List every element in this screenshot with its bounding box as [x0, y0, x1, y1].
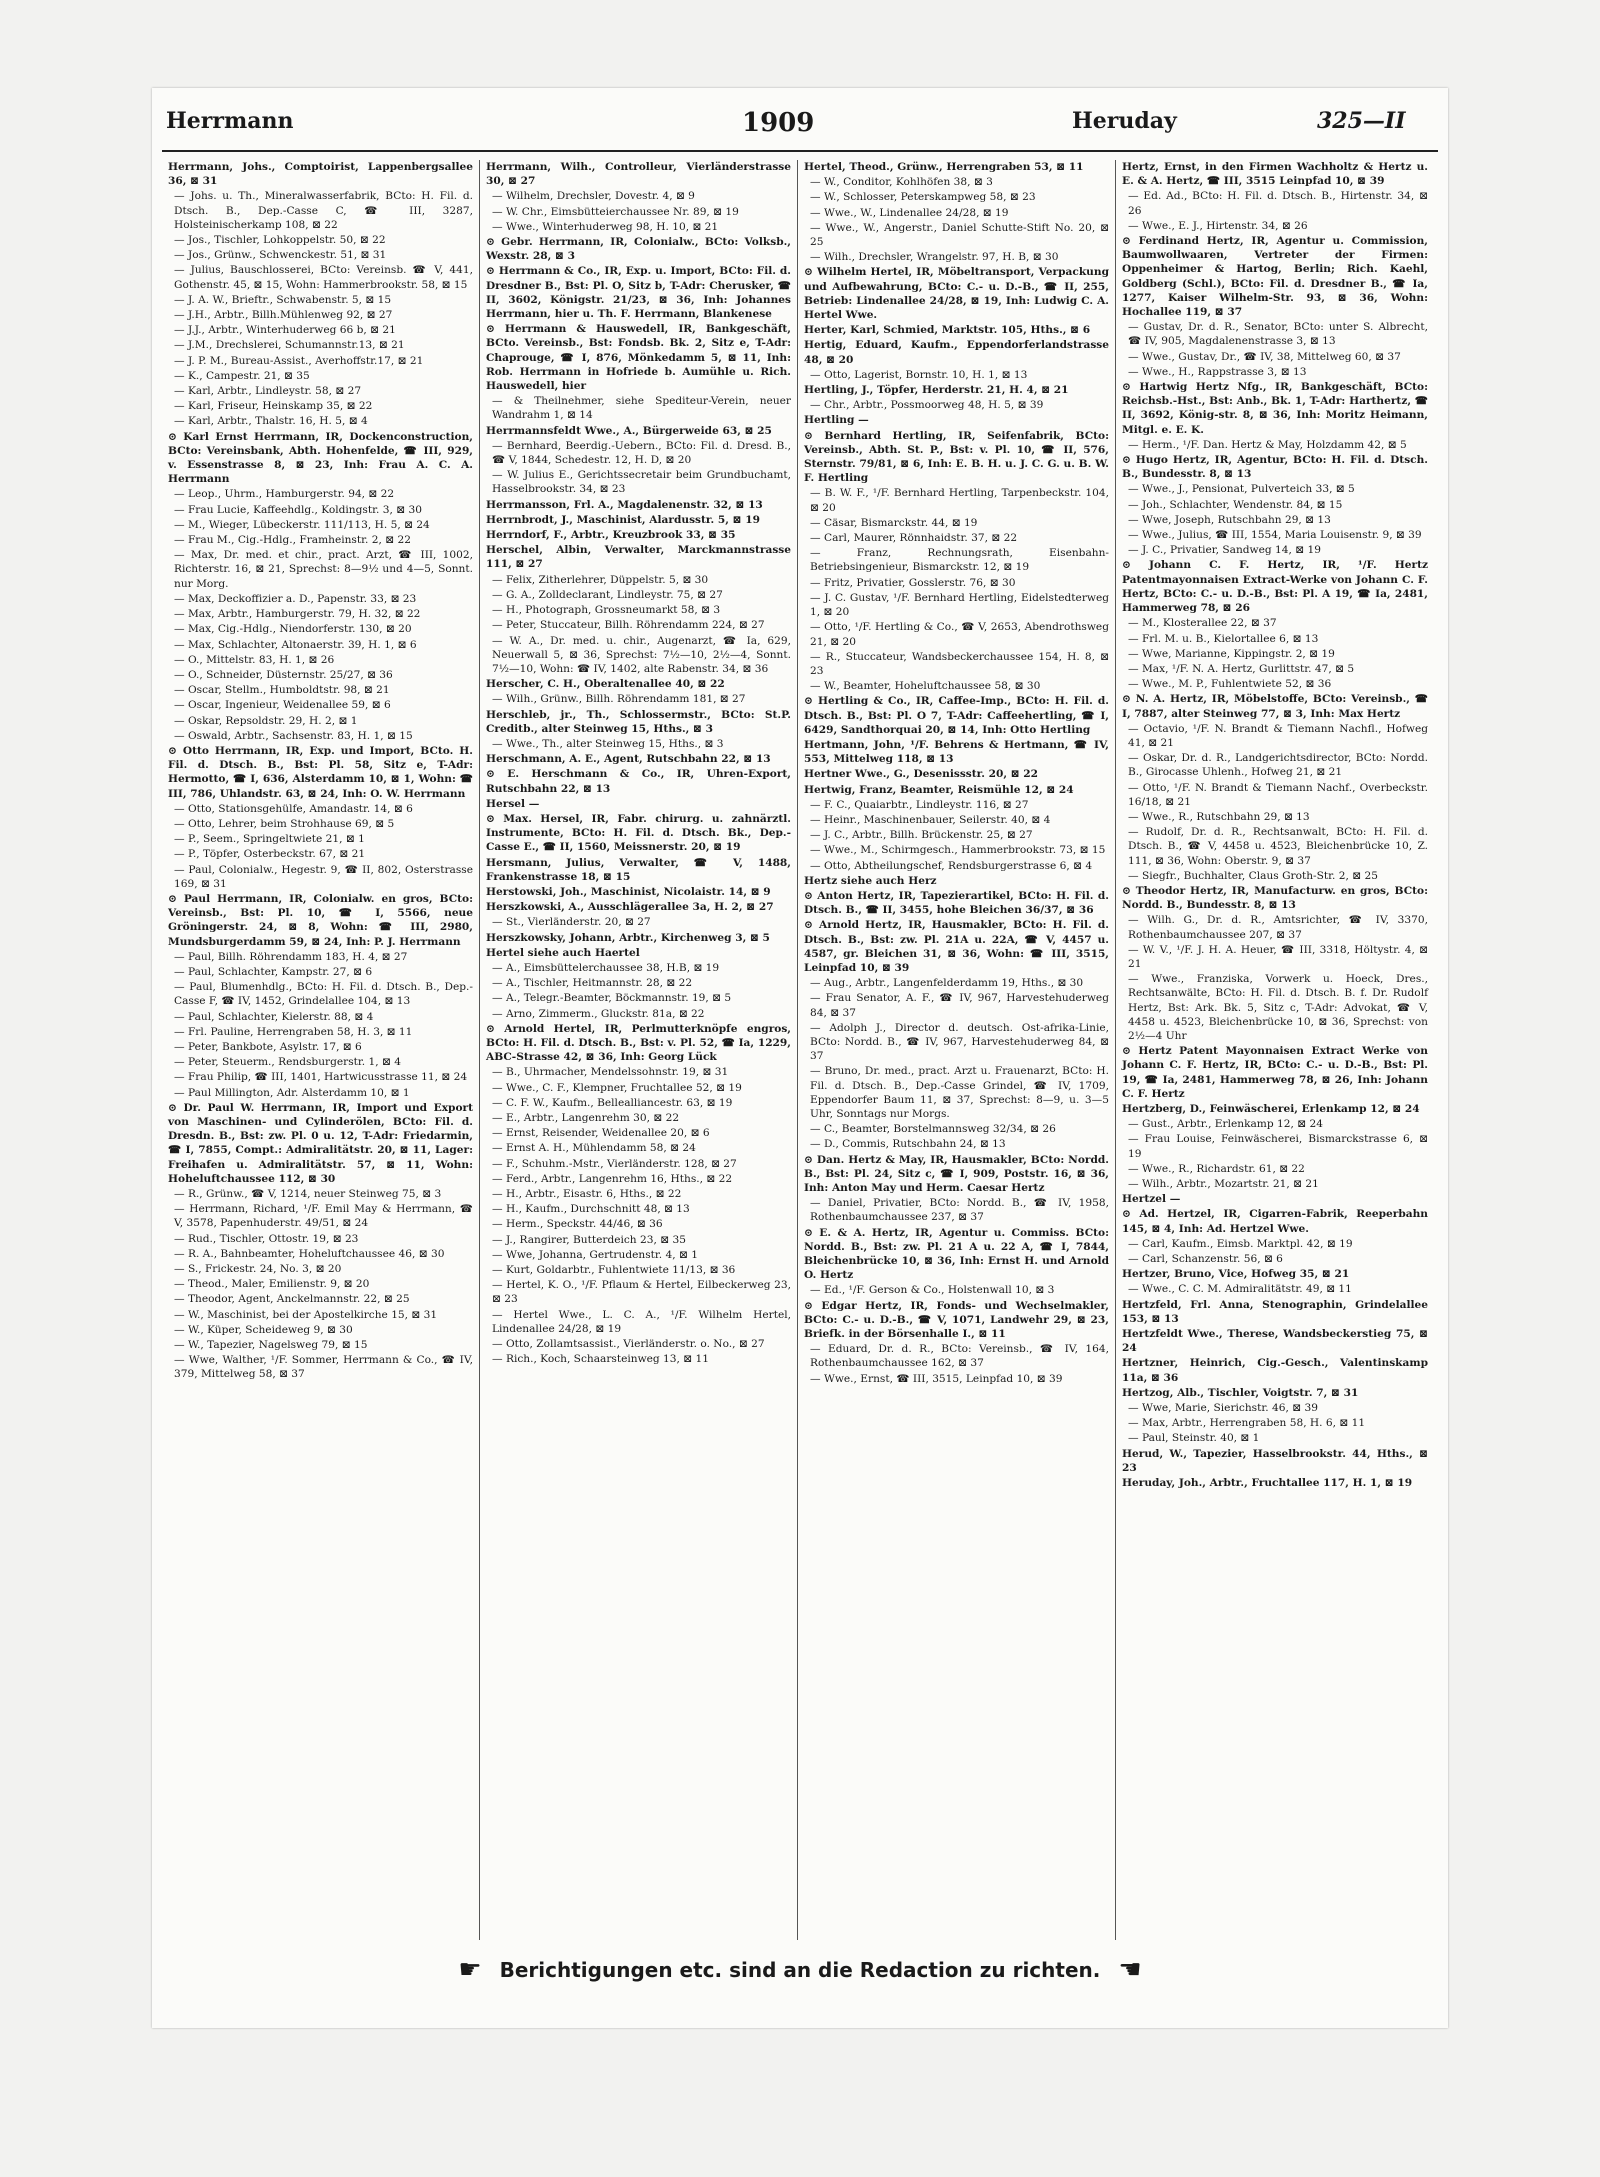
directory-entry: — Max, Dr. med. et chir., pract. Arzt, ☎ III, 1002, Richterstr. 16, ⊠ 21, Sprechst: 8—9½ und 4—5, Sonnt. nur Morg.: [174, 549, 473, 590]
header-first-name: Herrmann: [166, 108, 294, 134]
directory-entry: — Julius, Bauschlosserei, BCto: Vereinsb. ☎ V, 441, Gothenstr. 45, ⊠ 15, Wohn: Hammerbrookstr. 58, ⊠ 15: [174, 264, 473, 291]
directory-entry: ⊙ Edgar Hertz, IR, Fonds- und Wechselmakler, BCto: C.- u. D.-B., ☎ V, 1071, Landwehr 29, ⊠ 23, Briefk. in der Börsenhalle I., ⊠ 11: [804, 1299, 1109, 1341]
directory-entry: — Max, Deckoffizier a. D., Papenstr. 33, ⊠ 23: [174, 592, 417, 605]
directory-entry: Hertzer, Bruno, Vice, Hofweg 35, ⊠ 21: [1122, 1268, 1350, 1281]
directory-entry: — Hertel, K. O., ¹/F. Pflaum & Hertel, Eilbeckerweg 23, ⊠ 23: [492, 1279, 791, 1306]
column-4: [1116, 160, 1434, 1940]
directory-entry: — Jos., Tischler, Lohkoppelstr. 50, ⊠ 22: [174, 234, 386, 247]
directory-entry: — Frl. M. u. B., Kielortallee 6, ⊠ 13: [1128, 632, 1319, 645]
directory-entry: — Jos., Grünw., Schwenckestr. 51, ⊠ 31: [174, 249, 387, 262]
directory-entry: — Bernhard, Beerdig.-Uebern., BCto: Fil. d. Dresd. B., ☎ V, 1844, Schedestr. 12, H. D, ⊠ 20: [492, 439, 791, 467]
directory-entry: Herrnbrodt, J., Maschinist, Alardusstr. 5, ⊠ 19: [486, 513, 760, 526]
directory-entry: — Otto, Lehrer, beim Strohhause 69, ⊠ 5: [174, 817, 395, 830]
directory-entry: — Max, ¹/F. N. A. Hertz, Gurlittstr. 47, ⊠ 5: [1128, 662, 1355, 675]
directory-entry: — Frau Senator, A. F., ☎ IV, 967, Harvestehuderweg 84, ⊠ 37: [810, 992, 1109, 1019]
directory-entry: — C. F. W., Kaufm., Bellealliancestr. 63, ⊠ 19: [492, 1096, 733, 1109]
directory-entry: — Wwe., Franziska, Vorwerk u. Hoeck, Dres., Rechtsanwälte, BCto: H. Fil. d. Dtsch. B. f. Dr. Rudolf Hertz, Bst: Ark. Bk. 5, Sitz c, T-Adr: Advokat, ☎ V, 4458 u. 4523, Bleichenbrücke 10, ⊠ 36, Sprechst: von 2½—4 Uhr: [1128, 973, 1428, 1042]
directory-entry: ⊙ Arnold Hertel, IR, Perlmutterknöpfe engros, BCto: H. Fil. d. Dtsch. B., Bst: v. Pl. 52, ☎ Ia, 1229, ABC-Strasse 42, ⊠ 36, Inh: Georg Lück: [486, 1022, 791, 1064]
directory-entry: — B. W. F., ¹/F. Bernhard Hertling, Tarpenbeckstr. 104, ⊠ 20: [810, 487, 1109, 514]
directory-entry: — Otto, Zollamtsassist., Vierländerstr. o. No., ⊠ 27: [492, 1338, 765, 1351]
directory-entry: ⊙ Arnold Hertz, IR, Hausmakler, BCto: H. Fil. d. Dtsch. B., Bst: zw. Pl. 21A u. 22A, ☎ V, 4457 u. 4587, gr. Bleichen 31, ⊠ 36, Wohn: ☎ III, 3515, Leinpfad 10, ⊠ 39: [804, 919, 1109, 974]
column-1: [162, 160, 480, 1940]
directory-entry: — O., Mittelstr. 83, H. 1, ⊠ 26: [174, 653, 335, 666]
directory-entry: — Paul, Schlachter, Kampstr. 27, ⊠ 6: [174, 965, 373, 978]
directory-entry: ⊙ Otto Herrmann, IR, Exp. und Import, BCto. H. Fil. d. Dtsch. B., Bst: Pl. 58, Sitz e, T-Adr: Hermotto, ☎ I, 636, Alsterdamm 10, ⊠ 1, Wohn: ☎ III, 786, Uhlandstr. 63, ⊠ 24, Inh: O. W. Herrmann: [168, 744, 473, 800]
directory-entry: — A., Tischler, Heitmannstr. 28, ⊠ 22: [492, 977, 693, 990]
directory-entry: — Wilh. G., Dr. d. R., Amtsrichter, ☎ IV, 3370, Rothenbaumchaussee 207, ⊠ 37: [1128, 914, 1428, 941]
directory-entry: — Wwe., W., Lindenallee 24/28, ⊠ 19: [810, 206, 1009, 219]
directory-entry: Herrmann, Wilh., Controlleur, Vierländerstrasse 30, ⊠ 27: [486, 161, 791, 188]
directory-entry: — Wwe., M. P., Fuhlentwiete 52, ⊠ 36: [1128, 678, 1332, 691]
directory-entry: — Ed. Ad., BCto: H. Fil. d. Dtsch. B., Hirtenstr. 34, ⊠ 26: [1128, 190, 1428, 217]
directory-entry: — St., Vierländerstr. 20, ⊠ 27: [492, 916, 651, 929]
directory-entry: Herszkowsky, Johann, Arbtr., Kirchenweg 3, ⊠ 5: [486, 931, 770, 944]
directory-entry: Hertzel —: [1122, 1193, 1181, 1206]
directory-entry: — J. C., Arbtr., Billh. Brückenstr. 25, ⊠ 27: [810, 829, 1033, 842]
directory-entry: ⊙ Hertz Patent Mayonnaisen Extract Werke von Johann C. F. Hertz, IR, BCto: C.- u. D.-B., Bst: Pl. 19, ☎ Ia, 2481, Hammerweg 78, ⊠ 26, Inh: Johann C. F. Hertz: [1122, 1045, 1428, 1100]
directory-entry: — Wwe., H., Rappstrasse 3, ⊠ 13: [1128, 365, 1307, 378]
directory-entry: — Wwe., C. C. M. Admiralitätstr. 49, ⊠ 11: [1128, 1283, 1352, 1296]
directory-entry: — Octavio, ¹/F. N. Brandt & Tiemann Nachfl., Hofweg 41, ⊠ 21: [1128, 722, 1428, 749]
directory-entry: — Ed., ¹/F. Gerson & Co., Holstenwall 10, ⊠ 3: [810, 1284, 1055, 1297]
directory-entry: — Kurt, Goldarbtr., Fuhlentwiete 11/13, ⊠ 36: [492, 1264, 736, 1277]
directory-entry: — Wwe., W., Angerstr., Daniel Schutte-Stift No. 20, ⊠ 25: [810, 221, 1109, 249]
directory-entry: Hertig, Eduard, Kaufm., Eppendorferlandstrasse 48, ⊠ 20: [804, 339, 1109, 366]
directory-entry: — H., Kaufm., Durchschnitt 48, ⊠ 13: [492, 1203, 690, 1216]
directory-entry: — W., Tapezier, Nagelsweg 79, ⊠ 15: [174, 1339, 368, 1352]
directory-entry: — Chr., Arbtr., Possmoorweg 48, H. 5, ⊠ 39: [810, 399, 1044, 412]
directory-entry: Hertling, J., Töpfer, Herderstr. 21, H. 4, ⊠ 21: [804, 384, 1069, 397]
directory-entry: Herud, W., Tapezier, Hasselbrookstr. 44, Hths., ⊠ 23: [1122, 1447, 1428, 1474]
directory-entry: — W., Beamter, Hoheluftchaussee 58, ⊠ 30: [810, 680, 1041, 693]
directory-entry: — J. A. W., Brieftr., Schwabenstr. 5, ⊠ 15: [174, 293, 392, 306]
directory-entry: — Joh., Schlachter, Wendenstr. 84, ⊠ 15: [1128, 498, 1343, 511]
directory-entry: — Wwe., R., Richardstr. 61, ⊠ 22: [1128, 1162, 1305, 1175]
directory-entry: — W., Schlosser, Peterskampweg 58, ⊠ 23: [810, 191, 1036, 204]
directory-entry: — Wilh., Arbtr., Mozartstr. 21, ⊠ 21: [1128, 1178, 1319, 1191]
directory-entry: — Frau Lucie, Kaffeehdlg., Koldingstr. 3, ⊠ 30: [174, 503, 422, 516]
directory-entry: — Ernst A. H., Mühlendamm 58, ⊠ 24: [492, 1142, 696, 1155]
directory-entry: — Theod., Maler, Emilienstr. 9, ⊠ 20: [174, 1278, 370, 1291]
directory-entry: Herrmannsfeldt Wwe., A., Bürgerweide 63, ⊠ 25: [486, 424, 772, 437]
directory-entry: — Cäsar, Bismarckstr. 44, ⊠ 19: [810, 516, 978, 529]
directory-entry: Hertzner, Heinrich, Cig.-Gesch., Valentinskamp 11a, ⊠ 36: [1122, 1357, 1428, 1384]
directory-entry: — Otto, Stationsgehülfe, Amandastr. 14, ⊠ 6: [174, 802, 413, 815]
directory-entry: — Oswald, Arbtr., Sachsenstr. 83, H. 1, ⊠ 15: [174, 729, 413, 742]
directory-entry: — Karl, Friseur, Heinskamp 35, ⊠ 22: [174, 400, 373, 413]
directory-entry: ⊙ Max. Hersel, IR, Fabr. chirurg. u. zahnärztl. Instrumente, BCto: H. Fil. d. Dtsch. Bk., Dep.-Casse E., ☎ II, 1560, Meissnerstr. 20, ⊠ 19: [486, 812, 791, 854]
directory-entry: ⊙ Ferdinand Hertz, IR, Agentur u. Commission, Baumwollwaaren, Vertreter der Firmen: Oppenheimer & Hartog, Berlin; Rich. Kaehl, Goldberg (Schl.), BCto: Fil. d. Dresdner B., ☎ Ia, 1277, Kaiser Wilhelm-Str. 93, ⊠ 36, Wohn: Hochallee 119, ⊠ 37: [1122, 235, 1428, 319]
directory-entry: — M., Klosterallee 22, ⊠ 37: [1128, 617, 1277, 630]
directory-entry: — H., Arbtr., Eisastr. 6, Hths., ⊠ 22: [492, 1188, 682, 1201]
directory-entry: — C., Beamter, Borstelmannsweg 32/34, ⊠ 26: [810, 1123, 1056, 1136]
directory-entry: — J. C. Gustav, ¹/F. Bernhard Hertling, Eidelstedterweg 1, ⊠ 20: [810, 591, 1109, 619]
directory-entry: Herschel, Albin, Verwalter, Marckmannstrasse 111, ⊠ 27: [486, 544, 791, 571]
directory-entry: — O., Schneider, Düsternstr. 25/27, ⊠ 36: [174, 668, 393, 681]
directory-entry: ⊙ Ad. Hertzel, IR, Cigarren-Fabrik, Reeperbahn 145, ⊠ 4, Inh: Ad. Hertzel Wwe.: [1122, 1208, 1428, 1235]
directory-entry: — Ernst, Reisender, Weidenallee 20, ⊠ 6: [492, 1127, 710, 1140]
directory-entry: — Ferd., Arbtr., Langenrehm 16, Hths., ⊠ 22: [492, 1172, 733, 1185]
directory-entry: ⊙ Herrmann & Hauswedell, IR, Bankgeschäft, BCto. Vereinsb., Bst: Fondsb. Bk. 2, Sitz e, T-Adr: Chaprouge, ☎ I, 876, Mönkedamm 5, ⊠ 11, Inh: Rob. Herrmann in Hofriede b. Aumühle u. Rich. Hauswedell, hier: [486, 323, 791, 393]
directory-entry: — J.M., Drechslerei, Schumannstr.13, ⊠ 21: [174, 339, 405, 352]
directory-entry: Herschmann, A. E., Agent, Rutschbahn 22, ⊠ 13: [486, 753, 771, 766]
directory-entry: — Wilhelm, Drechsler, Dovestr. 4, ⊠ 9: [492, 190, 695, 203]
directory-entry: — J., Rangirer, Butterdeich 23, ⊠ 35: [492, 1233, 686, 1246]
directory-entry: — Paul, Blumenhdlg., BCto: H. Fil. d. Dtsch. B., Dep.-Casse F, ☎ IV, 1452, Grindelallee 104, ⊠ 13: [174, 981, 473, 1008]
directory-entry: — Wwe, Joseph, Rutschbahn 29, ⊠ 13: [1128, 513, 1331, 526]
directory-entry: Hertner Wwe., G., Desenissstr. 20, ⊠ 22: [804, 768, 1039, 781]
directory-entry: — W. V., ¹/F. J. H. A. Heuer, ☎ III, 3318, Höltystr. 4, ⊠ 21: [1128, 943, 1428, 970]
directory-entry: — Wwe., Th., alter Steinweg 15, Hths., ⊠ 3: [492, 737, 724, 750]
directory-entry: ⊙ Dr. Paul W. Herrmann, IR, Import und Export von Maschinen- und Cylinderölen, BCto: Fil. d. Dresdn. B., Bst: zw. Pl. 0 u. 12, T-Adr: Friedarmin, ☎ I, 7855, Compt.: Admiralitätstr. 20, ⊠ 11, Lager: Freihafen u. Admiralitätstr. 57, ⊠ 11, Wohn: Hoheluftchaussee 112, ⊠ 30: [168, 1101, 473, 1185]
directory-entry: — Oskar, Dr. d. R., Landgerichtsdirector, BCto: Nordd. B., Girocasse Uhlenh., Hofweg 21, ⊠ 21: [1128, 752, 1428, 779]
directory-entry: — Johs. u. Th., Mineralwasserfabrik, BCto: H. Fil. d. Dtsch. B., Dep.-Casse C, ☎ III, 3287, Holsteinischerkamp 108, ⊠ 22: [174, 190, 473, 231]
directory-entry: — E., Arbtr., Langenrehm 30, ⊠ 22: [492, 1112, 680, 1124]
directory-entry: — J.J., Arbtr., Winterhuderweg 66 b, ⊠ 21: [174, 324, 396, 337]
directory-entry: ⊙ Theodor Hertz, IR, Manufacturw. en gros, BCto: Nordd. B., Bundesstr. 8, ⊠ 13: [1122, 884, 1428, 912]
directory-entry: — Adolph J., Director d. deutsch. Ost-afrika-Linie, BCto: Nordd. B., ☎ IV, 967, Harvestehuderweg 84, ⊠ 37: [810, 1021, 1109, 1063]
directory-entry: — J. P. M., Bureau-Assist., Averhoffstr.17, ⊠ 21: [174, 354, 424, 367]
directory-entry: — Wwe, Marianne, Kippingstr. 2, ⊠ 19: [1128, 647, 1335, 660]
directory-entry: — Otto, Lagerist, Bornstr. 10, H. 1, ⊠ 13: [810, 368, 1028, 381]
entry-columns: [162, 160, 1442, 1940]
directory-entry: ⊙ Hartwig Hertz Nfg., IR, Bankgeschäft, BCto: Reichsb.-Hst., Bst: Anb., Bk. 1, T-Adr: Harthertz, ☎ II, 3692, König-str. 8, ⊠ 36, Inh: Moritz Heimann, Mitgl. e. E. K.: [1122, 381, 1428, 436]
header-page-number: 325—II: [1317, 108, 1406, 134]
header-year: 1909: [742, 108, 815, 138]
directory-entry: — Wwe., C. F., Klempner, Fruchtallee 52, ⊠ 19: [492, 1081, 742, 1094]
directory-entry: — Otto, Abtheilungschef, Rendsburgerstrasse 6, ⊠ 4: [810, 859, 1093, 872]
directory-entry: — S., Frickestr. 24, No. 3, ⊠ 20: [174, 1263, 342, 1276]
directory-entry: — Carl, Schanzenstr. 56, ⊠ 6: [1128, 1253, 1283, 1266]
column-2: [480, 160, 798, 1940]
directory-entry: — Karl, Arbtr., Lindleystr. 58, ⊠ 27: [174, 385, 362, 398]
directory-entry: — W., Maschinist, bei der Apostelkirche 15, ⊠ 31: [174, 1308, 438, 1321]
directory-entry: Herstowski, Joh., Maschinist, Nicolaistr. 14, ⊠ 9: [486, 885, 771, 898]
directory-entry: — Aug., Arbtr., Langenfelderdamm 19, Hths., ⊠ 30: [810, 977, 1084, 990]
directory-entry: — Theodor, Agent, Anckelmannstr. 22, ⊠ 25: [174, 1293, 410, 1306]
directory-entry: — Peter, Bankbote, Asylstr. 17, ⊠ 6: [174, 1040, 362, 1053]
directory-entry: — Gustav, Dr. d. R., Senator, BCto: unter S. Albrecht, ☎ IV, 905, Magdalenenstrasse 3, ⊠ 13: [1128, 321, 1428, 348]
directory-entry: — Frau M., Cig.-Hdlg., Framheinstr. 2, ⊠ 22: [174, 534, 411, 547]
directory-entry: — W. Julius E., Gerichtssecretair beim Grundbuchamt, Hasselbrookstr. 34, ⊠ 23: [492, 469, 791, 496]
pointing-hand-left-icon: ☚: [1118, 1955, 1142, 1985]
directory-entry: — W. A., Dr. med. u. chir., Augenarzt, ☎ Ia, 629, Neuerwall 5, ⊠ 36, Sprechst: 7½—10, 2½—4, Sonnt. 7½—10, Wohn: ☎ IV, 1402, alte Rabenstr. 34, ⊠ 36: [492, 634, 791, 675]
directory-entry: — W. Chr., Eimsbütteierchaussee Nr. 89, ⊠ 19: [492, 205, 739, 218]
directory-entry: — Frau Louise, Feinwäscherei, Bismarckstrasse 6, ⊠ 19: [1128, 1133, 1428, 1160]
directory-entry: Herscher, C. H., Oberaltenallee 40, ⊠ 22: [486, 678, 725, 691]
directory-entry: Heruday, Joh., Arbtr., Fruchtallee 117, H. 1, ⊠ 19: [1122, 1477, 1413, 1490]
directory-entry: — P., Töpfer, Osterbeckstr. 67, ⊠ 21: [174, 848, 366, 861]
directory-entry: — Heinr., Maschinenbauer, Seilerstr. 40, ⊠ 4: [810, 813, 1051, 826]
directory-entry: — Karl, Arbtr., Thalstr. 16, H. 5, ⊠ 4: [174, 415, 368, 428]
directory-entry: ⊙ Hugo Hertz, IR, Agentur, BCto: H. Fil. d. Dtsch. B., Bundesstr. 8, ⊠ 13: [1122, 454, 1428, 481]
directory-entry: Herrmann, Johs., Comptoirist, Lappenbergsallee 36, ⊠ 31: [168, 161, 473, 188]
directory-entry: — & Theilnehmer, siehe Spediteur-Verein, neuer Wandrahm 1, ⊠ 14: [492, 395, 791, 422]
directory-entry: — Wwe., M., Schirmgesch., Hammerbrookstr. 73, ⊠ 15: [810, 844, 1106, 857]
directory-entry: Hertzberg, D., Feinwäscherei, Erlenkamp 12, ⊠ 24: [1122, 1103, 1420, 1115]
column-3: [798, 160, 1116, 1940]
directory-entry: Herschleb, jr., Th., Schlossermstr., BCto: St.P. Creditb., alter Steinweg 15, Hths., ⊠ 3: [486, 708, 791, 735]
directory-entry: — Wwe., R., Rutschbahn 29, ⊠ 13: [1128, 810, 1310, 823]
directory-entry: — Franz, Rechnungsrath, Eisenbahn-Betriebsingenieur, Bismarckstr. 12, ⊠ 19: [810, 547, 1109, 574]
directory-entry: — Wilh., Drechsler, Wrangelstr. 97, H. B, ⊠ 30: [810, 251, 1059, 264]
directory-entry: — Herm., Speckstr. 44/46, ⊠ 36: [492, 1218, 663, 1231]
directory-entry: — W., Küper, Scheideweg 9, ⊠ 30: [174, 1323, 353, 1336]
directory-entry: — Rich., Koch, Schaarsteinweg 13, ⊠ 11: [492, 1353, 709, 1366]
directory-entry: Hersel —: [486, 797, 540, 810]
directory-entry: ⊙ Anton Hertz, IR, Tapezierartikel, BCto: H. Fil. d. Dtsch. B., ☎ II, 3455, hohe Bleichen 36/37, ⊠ 36: [804, 889, 1109, 917]
directory-entry: — Wilh., Grünw., Billh. Röhrendamm 181, ⊠ 27: [492, 693, 746, 706]
directory-entry: — Wwe, Marie, Sierichstr. 46, ⊠ 39: [1128, 1402, 1318, 1415]
directory-entry: ⊙ E. & A. Hertz, IR, Agentur u. Commiss. BCto: Nordd. B., Bst: zw. Pl. 21 A u. 22 A, ☎ I, 7844, Bleichenbrücke 10, ⊠ 36, Inh: Ernst H. und Arnold O. Hertz: [804, 1226, 1109, 1282]
directory-entry: — Oscar, Ingenieur, Weidenallee 59, ⊠ 6: [174, 699, 391, 712]
directory-entry: — Gust., Arbtr., Erlenkamp 12, ⊠ 24: [1128, 1118, 1323, 1131]
directory-entry: ⊙ Bernhard Hertling, IR, Seifenfabrik, BCto: Vereinsb., Abth. St. P., Bst: v. Pl. 10, ☎ II, 576, Sternstr. 79/81, ⊠ 6, Inh: E. B. H. u. J. C. G. u. B. W. F. Hertling: [804, 429, 1109, 485]
header-last-name: Heruday: [1072, 108, 1177, 134]
directory-entry: ⊙ Wilhelm Hertel, IR, Möbeltransport, Verpackung und Aufbewahrung, BCto: C.- u. D.-B., ☎ II, 255, Betrieb: Lindenallee 24/28, ⊠ 19, Inh: Ludwig C. A. Hertel Wwe.: [804, 266, 1109, 322]
directory-entry: — Oskar, Repsoldstr. 29, H. 2, ⊠ 1: [174, 714, 358, 727]
directory-entry: — Wwe., E. J., Hirtenstr. 34, ⊠ 26: [1128, 219, 1308, 232]
directory-entry: Hertz siehe auch Herz: [804, 874, 937, 887]
directory-entry: — Wwe, Johanna, Gertrudenstr. 4, ⊠ 1: [492, 1248, 698, 1261]
directory-entry: — R., Grünw., ☎ V, 1214, neuer Steinweg 75, ⊠ 3: [174, 1188, 442, 1201]
directory-entry: — Leop., Uhrm., Hamburgerstr. 94, ⊠ 22: [174, 488, 395, 501]
directory-entry: Herszkowski, A., Ausschlägerallee 3a, H. 2, ⊠ 27: [486, 901, 774, 914]
directory-entry: Hertwig, Franz, Beamter, Reismühle 12, ⊠ 24: [804, 783, 1074, 796]
directory-entry: — Max, Cig.-Hdlg., Niendorferstr. 130, ⊠ 20: [174, 623, 412, 636]
directory-entry: — A., Eimsbüttelerchaussee 38, H.B, ⊠ 19: [492, 961, 720, 974]
directory-entry: — Wwe., Winterhuderweg 98, H. 10, ⊠ 21: [492, 220, 719, 233]
footer-notice: Berichtigungen etc. sind an die Redaction zu richten.: [499, 1958, 1101, 1982]
directory-entry: — Carl, Kaufm., Eimsb. Marktpl. 42, ⊠ 19: [1128, 1237, 1353, 1250]
directory-entry: — Felix, Zitherlehrer, Düppelstr. 5, ⊠ 30: [492, 573, 709, 586]
directory-entry: — Herm., ¹/F. Dan. Hertz & May, Holzdamm 42, ⊠ 5: [1128, 438, 1407, 451]
directory-entry: Hertzfeldt Wwe., Therese, Wandsbeckerstieg 75, ⊠ 24: [1122, 1328, 1428, 1355]
directory-entry: Hertling —: [804, 414, 869, 427]
directory-entry: ⊙ Gebr. Herrmann, IR, Colonialw., BCto: Volksb., Wexstr. 28, ⊠ 3: [486, 236, 791, 263]
directory-entry: — F. C., Quaiarbtr., Lindleystr. 116, ⊠ 27: [810, 798, 1029, 811]
directory-page: [152, 88, 1448, 2028]
directory-entry: ⊙ Herrmann & Co., IR, Exp. u. Import, BCto: Fil. d. Dresdner B., Bst: Pl. O, Sitz b, T-Adr: Cherusker, ☎ II, 3602, Königstr. 21/23, ⊠ 36, Inh: Johannes Herrmann, hier u. Th. F. Herrmann, Blankenese: [486, 265, 791, 321]
directory-entry: — Wwe., Gustav, Dr., ☎ IV, 38, Mittelweg 60, ⊠ 37: [1128, 350, 1401, 363]
directory-entry: Hertzog, Alb., Tischler, Voigtstr. 7, ⊠ 31: [1122, 1386, 1359, 1399]
directory-entry: ⊙ Hertling & Co., IR, Caffee-Imp., BCto: H. Fil. d. Dtsch. B., Bst: Pl. O 7, T-Adr: Caffeehertling, ☎ I, 6429, Sandthorquai 20, ⊠ 14, Inh: Otto Hertling: [804, 695, 1109, 736]
directory-entry: — Frl. Pauline, Herrengraben 58, H. 3, ⊠ 11: [174, 1025, 413, 1038]
directory-entry: — Wwe., Ernst, ☎ III, 3515, Leinpfad 10, ⊠ 39: [810, 1372, 1063, 1385]
directory-entry: — G. A., Zolldeclarant, Lindleystr. 75, ⊠ 27: [492, 588, 723, 601]
directory-entry: ⊙ Karl Ernst Herrmann, IR, Dockenconstruction, BCto: Vereinsbank, Abth. Hohenfelde, ☎ III, 929, v. Essenstrasse 8, ⊠ 23, Inh: Frau A. C. A. Herrmann: [168, 430, 473, 486]
directory-entry: — Hertel Wwe., L. C. A., ¹/F. Wilhelm Hertel, Lindenallee 24/28, ⊠ 19: [492, 1308, 791, 1335]
directory-entry: — Arno, Zimmerm., Gluckstr. 81a, ⊠ 22: [492, 1007, 705, 1020]
directory-entry: — Paul, Schlachter, Kielerstr. 88, ⊠ 4: [174, 1010, 374, 1023]
directory-entry: ⊙ Paul Herrmann, IR, Colonialw. en gros, BCto: Vereinsb., Bst: Pl. 10, ☎ I, 5566, neue Gröningerstr. 24, ⊠ 8, Wohn: ☎ III, 2980, Mundsburgerdamm 59, ⊠ 24, Inh: P. J. Herrmann: [168, 892, 473, 948]
directory-entry: Hertmann, John, ¹/F. Behrens & Hertmann, ☎ IV, 553, Mittelweg 118, ⊠ 13: [804, 738, 1109, 766]
directory-entry: — Max, Arbtr., Herrengraben 58, H. 6, ⊠ 11: [1128, 1417, 1366, 1430]
directory-entry: — W., Conditor, Kohlhöfen 38, ⊠ 3: [810, 176, 993, 189]
directory-entry: — J.H., Arbtr., Billh.Mühlenweg 92, ⊠ 27: [174, 309, 393, 322]
directory-entry: — K., Campestr. 21, ⊠ 35: [174, 369, 310, 382]
directory-entry: ⊙ E. Herschmann & Co., IR, Uhren-Export, Rutschbahn 22, ⊠ 13: [486, 768, 791, 795]
directory-entry: — Rud., Tischler, Ottostr. 19, ⊠ 23: [174, 1232, 359, 1245]
directory-entry: — Paul, Colonialw., Hegestr. 9, ☎ II, 802, Osterstrasse 169, ⊠ 31: [174, 863, 473, 890]
directory-entry: — J. C., Privatier, Sandweg 14, ⊠ 19: [1128, 544, 1321, 557]
directory-entry: — Wwe, Walther, ¹/F. Sommer, Herrmann & Co., ☎ IV, 379, Mittelweg 58, ⊠ 37: [174, 1354, 473, 1381]
directory-entry: ⊙ Dan. Hertz & May, IR, Hausmakler, BCto: Nordd. B., Bst: Pl. 24, Sitz c, ☎ I, 909, Poststr. 16, ⊠ 36, Inh: Anton May und Herm. Caesar Hertz: [804, 1153, 1109, 1195]
directory-entry: Hertel siehe auch Haertel: [486, 946, 640, 959]
directory-entry: — Carl, Maurer, Rönnhaidstr. 37, ⊠ 22: [810, 532, 1018, 545]
directory-entry: Hertzfeld, Frl. Anna, Stenographin, Grindelallee 153, ⊠ 13: [1122, 1298, 1428, 1325]
directory-entry: — Herrmann, Richard, ¹/F. Emil May & Herrmann, ☎ V, 3578, Papenhuderstr. 49/51, ⊠ 24: [174, 1203, 473, 1230]
directory-entry: — R., Stuccateur, Wandsbeckerchaussee 154, H. 8, ⊠ 23: [810, 650, 1109, 677]
page-footer: [152, 1950, 1448, 1990]
directory-entry: Hertel, Theod., Grünw., Herrengraben 53, ⊠ 11: [804, 161, 1084, 173]
directory-entry: ⊙ N. A. Hertz, IR, Möbelstoffe, BCto: Vereinsb., ☎ I, 7887, alter Steinweg 77, ⊠ 3, Inh: Max Hertz: [1122, 693, 1428, 720]
directory-entry: — Paul Millington, Adr. Alsterdamm 10, ⊠ 1: [174, 1086, 410, 1099]
directory-entry: — R. A., Bahnbeamter, Hoheluftchaussee 46, ⊠ 30: [174, 1247, 445, 1260]
directory-entry: — F., Schuhm.-Mstr., Vierländerstr. 128, ⊠ 27: [492, 1157, 737, 1170]
directory-entry: — Oscar, Stellm., Humboldtstr. 98, ⊠ 21: [174, 684, 390, 697]
directory-entry: — H., Photograph, Grossneumarkt 58, ⊠ 3: [492, 604, 721, 617]
pointing-hand-right-icon: ☛: [458, 1955, 482, 1985]
directory-entry: — Otto, ¹/F. N. Brandt & Tiemann Nachf., Overbeckstr. 16/18, ⊠ 21: [1128, 781, 1428, 808]
directory-entry: — Max, Schlachter, Altonaerstr. 39, H. 1, ⊠ 6: [174, 638, 417, 651]
directory-entry: Hersmann, Julius, Verwalter, ☎ V, 1488, Frankenstrasse 18, ⊠ 15: [486, 856, 791, 883]
directory-entry: — Daniel, Privatier, BCto: Nordd. B., ☎ IV, 1958, Rothenbaumchaussee 237, ⊠ 37: [810, 1197, 1109, 1224]
directory-entry: — Rudolf, Dr. d. R., Rechtsanwalt, BCto: H. Fil. d. Dtsch. B., ☎ V, 4458 u. 4523, Bleichenbrücke 10, Z. 111, ⊠ 36, Wohn: Oberstr. 9, ⊠ 37: [1128, 826, 1428, 867]
directory-entry: — M., Wieger, Lübeckerstr. 111/113, H. 5, ⊠ 24: [174, 518, 430, 531]
directory-entry: — A., Telegr.-Beamter, Böckmannstr. 19, ⊠ 5: [492, 992, 732, 1005]
directory-entry: — P., Seem., Springeltwiete 21, ⊠ 1: [174, 833, 365, 846]
directory-entry: — B., Uhrmacher, Mendelssohnstr. 19, ⊠ 31: [492, 1066, 729, 1079]
directory-entry: — Fritz, Privatier, Gosslerstr. 76, ⊠ 30: [810, 576, 1016, 589]
directory-entry: Hertz, Ernst, in den Firmen Wachholtz & Hertz u. E. & A. Hertz, ☎ III, 3515 Leinpfad 10, ⊠ 39: [1122, 161, 1428, 188]
directory-entry: — Frau Philip, ☎ III, 1401, Hartwicusstrasse 11, ⊠ 24: [174, 1071, 468, 1084]
directory-entry: — Paul, Billh. Röhrendamm 183, H. 4, ⊠ 27: [174, 950, 408, 963]
directory-entry: — Wwe., J., Pensionat, Pulverteich 33, ⊠ 5: [1128, 483, 1355, 496]
page-header: [152, 108, 1448, 142]
directory-entry: — Wwe., Julius, ☎ III, 1554, Maria Louisenstr. 9, ⊠ 39: [1128, 529, 1422, 542]
directory-entry: — Eduard, Dr. d. R., BCto: Vereinsb., ☎ IV, 164, Rothenbaumchaussee 162, ⊠ 37: [810, 1343, 1109, 1370]
directory-entry: — D., Commis, Rutschbahn 24, ⊠ 13: [810, 1138, 1006, 1151]
directory-entry: Herrmansson, Frl. A., Magdalenenstr. 32, ⊠ 13: [486, 498, 763, 511]
directory-entry: Herter, Karl, Schmied, Marktstr. 105, Hths., ⊠ 6: [804, 324, 1091, 337]
directory-entry: — Peter, Steuerm., Rendsburgerstr. 1, ⊠ 4: [174, 1056, 401, 1069]
directory-entry: — Max, Arbtr., Hamburgerstr. 79, H. 32, ⊠ 22: [174, 608, 421, 621]
directory-entry: — Siegfr., Buchhalter, Claus Groth-Str. 2, ⊠ 25: [1128, 869, 1378, 882]
directory-entry: — Otto, ¹/F. Hertling & Co., ☎ V, 2653, Abendrothsweg 21, ⊠ 20: [810, 621, 1109, 648]
directory-entry: — Peter, Stuccateur, Billh. Röhrendamm 224, ⊠ 27: [492, 619, 765, 632]
directory-entry: Herrndorf, F., Arbtr., Kreuzbrook 33, ⊠ 35: [486, 529, 736, 542]
directory-entry: — Bruno, Dr. med., pract. Arzt u. Frauenarzt, BCto: H. Fil. d. Dtsch. B., Dep.-Casse Grindel, ☎ IV, 1709, Eppendorfer Baum 11, ⊠ 37, Sprechst: 8—9, u. 3—5 Uhr, Sonntags nur Morgs.: [810, 1065, 1109, 1120]
directory-entry: — Paul, Steinstr. 40, ⊠ 1: [1128, 1432, 1260, 1445]
header-rule: [162, 150, 1438, 152]
directory-entry: ⊙ Johann C. F. Hertz, IR, ¹/F. Hertz Patentmayonnaisen Extract-Werke von Johann C. F. Hertz, BCto: C.- u. D.-B., Bst: Pl. A 19, ☎ Ia, 2481, Hammerweg 78, ⊠ 26: [1122, 559, 1428, 615]
